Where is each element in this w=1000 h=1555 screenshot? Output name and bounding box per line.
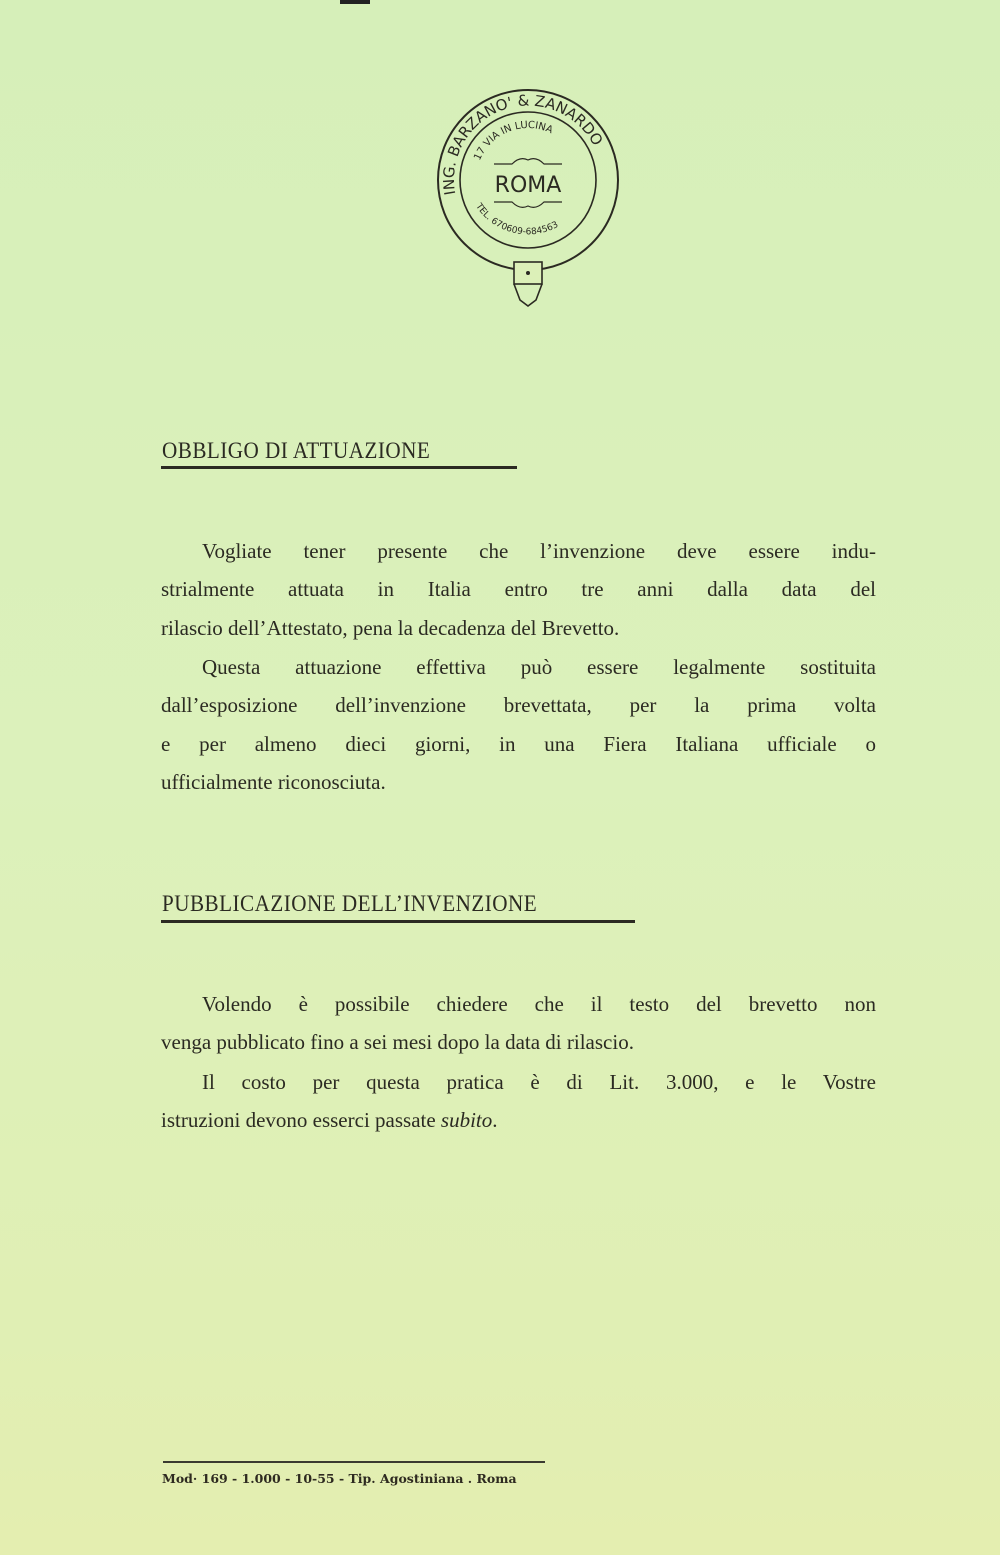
section-heading-obbligo: OBBLIGO DI ATTUAZIONE	[162, 438, 431, 463]
text-span: istruzioni devono esserci passate	[161, 1108, 436, 1133]
text-line: ufficialmente riconosciuta.	[161, 769, 386, 794]
paragraph-pubblicazione-1	[161, 985, 876, 1062]
heading-underline	[161, 466, 517, 469]
seal-phone-text: TEL. 670609-684563	[473, 201, 561, 238]
heading-underline	[161, 920, 635, 923]
paragraph-obbligo-2	[161, 648, 876, 801]
text-line: Il costo per questa pratica è di Lit. 3.000, e le Vostre	[202, 1070, 876, 1094]
text-span: .	[492, 1108, 498, 1133]
text-line	[161, 1101, 876, 1139]
text-line: rilascio dell’Attestato, pena la decadenza del Brevetto.	[161, 615, 620, 640]
text-line: e per almeno dieci giorni, in una Fiera Italiana ufficiale o	[161, 731, 876, 756]
seal-outer-text: ING. BARZANO' & ZANARDO	[439, 91, 607, 197]
text-line: strialmente attuata in Italia entro tre anni dalla data del	[161, 577, 876, 602]
footer-rule	[163, 1461, 545, 1463]
section-heading-pubblicazione: PUBBLICAZIONE DELL’INVENZIONE	[162, 891, 538, 916]
printer-footer: Mod· 169 - 1.000 - 10-55 - Tip. Agostiniana . Roma	[162, 1471, 517, 1486]
company-seal-logo	[428, 82, 628, 307]
seal-city-text: ROMA	[494, 173, 562, 198]
text-line: dall’esposizione dell’invenzione brevettata, per la prima volta	[161, 693, 876, 718]
scan-edge-mark	[340, 0, 370, 4]
seal-address-text: 17 VIA IN LUCINA	[472, 119, 555, 163]
text-line: Volendo è possibile chiedere che il testo del brevetto non	[202, 992, 876, 1016]
text-line: Vogliate tener presente che l’invenzione deve essere indu-	[202, 539, 876, 563]
text-line: Questa attuazione effettiva può essere legalmente sostituita	[202, 655, 876, 679]
paragraph-pubblicazione-2	[161, 1063, 876, 1140]
text-line: venga pubblicato fino a sei mesi dopo la data di rilascio.	[161, 1030, 634, 1055]
emphasis-text: subito	[440, 1108, 493, 1133]
paragraph-obbligo-1	[161, 532, 876, 647]
